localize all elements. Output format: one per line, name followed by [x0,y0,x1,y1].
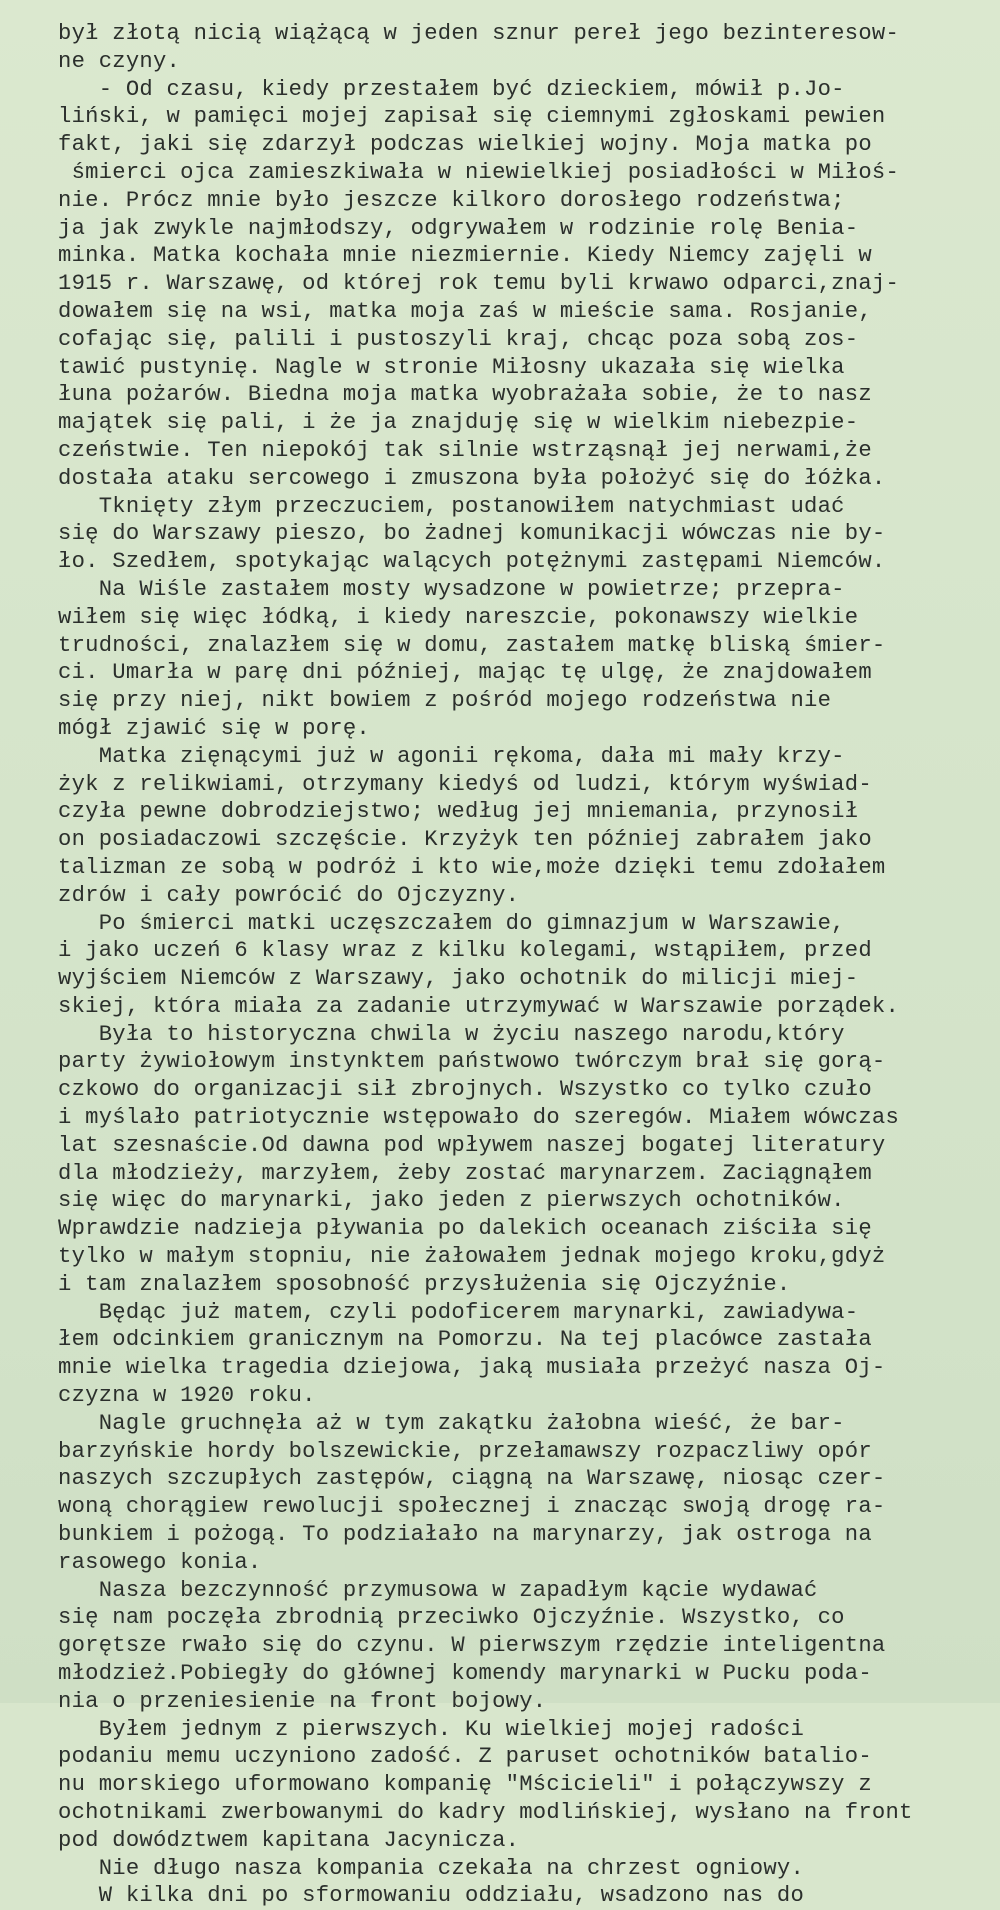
text-line: i jako uczeń 6 klasy wraz z kilku kolegami, wstąpiłem, przed [58,938,872,964]
text-line: tylko w małym stopniu, nie żałowałem jednak mojego kroku,gdyż [58,1244,886,1270]
text-line: pod dowództwem kapitana Jacynicza. [58,1827,520,1853]
text-line: trudności, znalazłem się w domu, zastałem matkę bliską śmier- [58,632,886,658]
text-line: 1915 r. Warszawę, od której rok temu byli krwawo odparci,znaj- [58,271,900,297]
text-line: Nie długo nasza kompania czekała na chrzest ogniowy. [58,1855,805,1881]
text-line: barzyńskie hordy bolszewickie, przełamawszy rozpaczliwy opór [58,1438,872,1464]
text-line: party żywiołowym instynktem państwowo twórczym brał się gorą- [58,1049,886,1075]
text-line: dla młodzieży, marzyłem, żeby zostać marynarzem. Zaciągnąłem [58,1160,872,1186]
text-line: się przy niej, nikt bowiem z pośród mojego rodzeństwa nie [58,688,832,714]
text-line: nia o przeniesienie na front bojowy. [58,1688,547,1714]
text-line: - Od czasu, kiedy przestałem być dzieckiem, mówił p.Jo- [58,76,845,102]
text-line: cofając się, palili i pustoszyli kraj, chcąc poza sobą zos- [58,326,859,352]
text-line: ne czyny. [58,48,181,74]
text-line: podaniu memu uczyniono zadość. Z paruset ochotników batalio- [58,1744,872,1770]
text-line: żyk z relikwiami, otrzymany kiedyś od ludzi, którym wyświad- [58,771,872,797]
text-line: minka. Matka kochała mnie niezmiernie. Kiedy Niemcy zajęli w [58,243,872,269]
text-line: mógł zjawić się w porę. [58,715,370,741]
text-line: był złotą nicią wiążącą w jeden sznur pereł jego bezinteresow- [58,21,900,46]
text-line: ło. Szedłem, spotykając walących potężnymi zastępami Niemców. [58,549,886,575]
text-line: i tam znalazłem sposobność przysłużenia się Ojczyźnie. [58,1271,791,1297]
text-line: ci. Umarła w parę dni później, mając tę ulgę, że znajdowałem [58,660,872,686]
text-line: czeństwie. Ten niepokój tak silnie wstrząsnął jej nerwami,że [58,437,872,463]
text-line: łuna pożarów. Biedna moja matka wyobrażała sobie, że to nasz [58,382,872,408]
text-line: dowałem się na wsi, matka moja zaś w mieście sama. Rosjanie, [58,298,872,324]
text-line: gorętsze rwało się do czynu. W pierwszym rzędzie inteligentna [58,1633,886,1659]
text-line: nie. Prócz mnie było jeszcze kilkoro dorosłego rodzeństwa; [58,187,845,213]
text-line: Tknięty złym przeczuciem, postanowiłem natychmiast udać [58,493,845,519]
text-line: śmierci ojca zamieszkiwała w niewielkiej posiadłości w Miłoś- [58,159,900,185]
text-line: Będąc już matem, czyli podoficerem marynarki, zawiadywa- [58,1299,859,1325]
text-line: liński, w pamięci mojej zapisał się ciemnymi zgłoskami pewien [58,104,886,130]
document-body [58,20,986,1910]
text-line: nu morskiego uformowano kompanię "Mścicieli" i połączywszy z [58,1772,872,1798]
text-line: Była to historyczna chwila w życiu naszego narodu,który [58,1021,845,1047]
text-line: czyła pewne dobrodziejstwo; według jej mniemania, przynosił [58,799,859,825]
text-line: dostała ataku sercowego i zmuszona była położyć się do łóżka. [58,465,886,491]
text-line: Na Wiśle zastałem mosty wysadzone w powietrze; przepra- [58,576,845,602]
text-line: zdrów i cały powrócić do Ojczyzny. [58,882,520,908]
text-line: naszych szczupłych zastępów, ciągną na Warszawę, niosąc czer- [58,1466,886,1492]
text-line: się więc do marynarki, jako jeden z pierwszych ochotników. [58,1188,845,1214]
text-line: czyzna w 1920 roku. [58,1383,316,1409]
text-line: mnie wielka tragedia dziejowa, jaką musiała przeżyć nasza Oj- [58,1355,886,1381]
text-line: Nasza bezczynność przymusowa w zapadłym kącie wydawać [58,1577,818,1603]
text-line: majątek się pali, i że ja znajduję się w wielkim niebezpie- [58,410,859,436]
text-line: W kilka dni po sformowaniu oddziału, wsadzono nas do [58,1883,805,1909]
text-line: się do Warszawy pieszo, bo żadnej komunikacji wówczas nie by- [58,521,886,547]
text-line: tawić pustynię. Nagle w stronie Miłosny ukazała się wielka [58,354,845,380]
text-line: Po śmierci matki uczęszczałem do gimnazjum w Warszawie, [58,910,845,936]
text-line: lat szesnaście.Od dawna pod wpływem naszej bogatej literatury [58,1132,886,1158]
text-line: fakt, jaki się zdarzył podczas wielkiej wojny. Moja matka po [58,132,872,158]
text-line: czkowo do organizacji sił zbrojnych. Wszystko co tylko czuło [58,1077,872,1103]
text-line: Nagle gruchnęła aż w tym zakątku żałobna wieść, że bar- [58,1410,845,1436]
text-line: łem odcinkiem granicznym na Pomorzu. Na tej placówce zastała [58,1327,872,1353]
text-line: on posiadaczowi szczęście. Krzyżyk ten później zabrałem jako [58,827,872,853]
text-line: wiłem się więc łódką, i kiedy nareszcie, pokonawszy wielkie [58,604,859,630]
text-line: ochotnikami zwerbowanymi do kadry modlińskiej, wysłano na front [58,1800,913,1825]
text-line: woną chorągiew rewolucji społecznej i znacząc swoją drogę ra- [58,1494,886,1520]
text-line: bunkiem i pożogą. To podziałało na marynarzy, jak ostroga na [58,1522,872,1548]
text-line: młodzież.Pobiegły do głównej komendy marynarki w Pucku poda- [58,1661,872,1687]
text-line: się nam poczęła zbrodnią przeciwko Ojczyźnie. Wszystko, co [58,1605,845,1631]
text-line: Byłem jednym z pierwszych. Ku wielkiej mojej radości [58,1716,805,1742]
text-line: talizman ze sobą w podróż i kto wie,może dzięki temu zdołałem [58,854,886,880]
text-line: Matka zięnącymi już w agonii rękoma, dała mi mały krzy- [58,743,845,769]
text-line: rasowego konia. [58,1549,262,1575]
text-line: ja jak zwykle najmłodszy, odgrywałem w rodzinie rolę Benia- [58,215,859,241]
text-line: skiej, która miała za zadanie utrzymywać w Warszawie porządek. [58,993,900,1019]
text-line: Wprawdzie nadzieja pływania po dalekich oceanach ziściła się [58,1216,872,1242]
text-line: i myślało patriotycznie wstępowało do szeregów. Miałem wówczas [58,1105,900,1131]
text-line: wyjściem Niemców z Warszawy, jako ochotnik do milicji miej- [58,966,859,992]
